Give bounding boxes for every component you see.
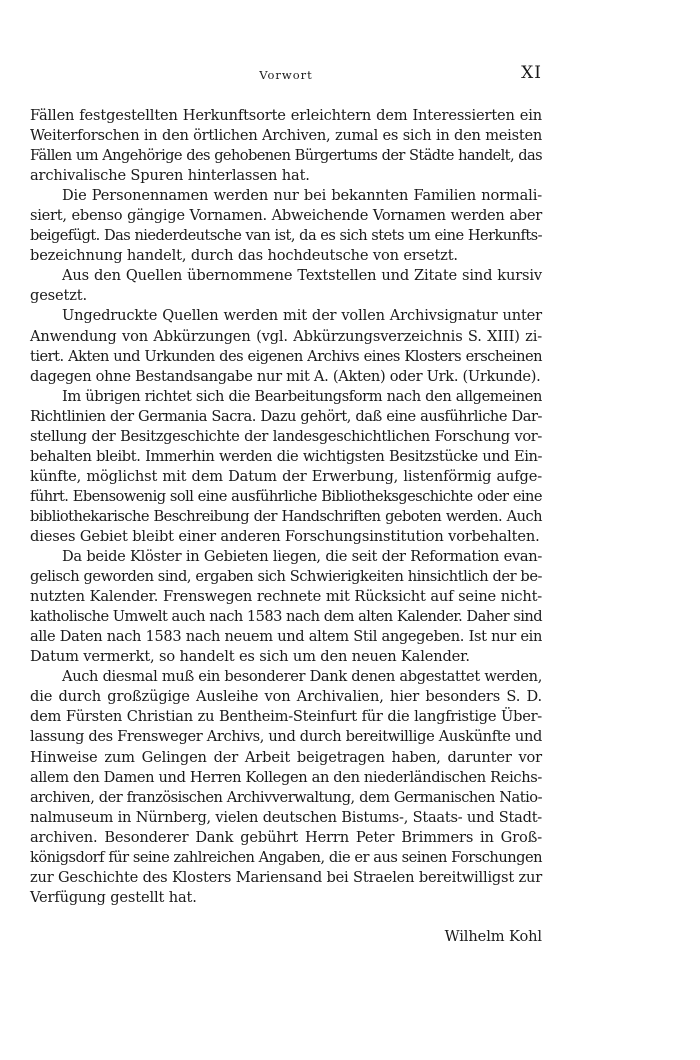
page-header [30, 63, 542, 86]
text-line: dieses Gebiet bleibt einer anderen Forschungsinstitution vorbehalten. [30, 527, 540, 545]
text-line: dem Fürsten Christian zu Bentheim-Steinfurt für die langfristige Über- [30, 708, 542, 726]
text-line: führt. Ebensowenig soll eine ausführliche Bibliotheksgeschichte oder eine [30, 487, 542, 505]
text-line: Im übrigen richtet sich die Bearbeitungsform nach den allgemeinen [62, 387, 542, 405]
text-line: Fällen um Angehörige des gehobenen Bürgertums der Städte handelt, das [30, 147, 542, 165]
text-line: Verfügung gestellt hat. [30, 888, 197, 906]
text-line: Hinweise zum Gelingen der Arbeit beigetragen haben, darunter vor [30, 748, 542, 766]
text-line: künfte, möglichst mit dem Datum der Erwerbung, listenförmig aufge- [30, 467, 542, 485]
page-number: XI [521, 63, 542, 83]
text-line: siert, ebenso gängige Vornamen. Abweichende Vornamen werden aber [30, 207, 542, 225]
text-line: Auch diesmal muß ein besonderer Dank denen abgestattet werden, [62, 668, 542, 686]
text-line: bezeichnung handelt, durch das hochdeutsche von ersetzt. [30, 247, 458, 265]
text-line: bibliothekarische Beschreibung der Handschriften geboten werden. Auch [30, 507, 542, 525]
text-line: Da beide Klöster in Gebieten liegen, die seit der Reformation evan- [62, 548, 542, 566]
text-line: zur Geschichte des Klosters Mariensand bei Straelen bereitwilligst zur [30, 868, 542, 886]
text-line: Ungedruckte Quellen werden mit der vollen Archivsignatur unter [62, 307, 542, 325]
text-line: beigefügt. Das niederdeutsche van ist, da es sich stets um eine Herkunfts- [30, 227, 542, 245]
text-line: nutzten Kalender. Frenswegen rechnete mit Rücksicht auf seine nicht- [30, 588, 542, 606]
text-line: behalten bleibt. Immerhin werden die wichtigsten Besitzstücke und Ein- [30, 447, 542, 465]
text-line: königsdorf für seine zahlreichen Angaben, die er aus seinen Forschungen [30, 848, 542, 866]
text-line: allem den Damen und Herren Kollegen an den niederländischen Reichs- [30, 768, 542, 786]
text-line: gelisch geworden sind, ergaben sich Schwierigkeiten hinsichtlich der be- [30, 568, 542, 586]
text-line: archivalische Spuren hinterlassen hat. [30, 167, 310, 185]
text-line: katholische Umwelt auch nach 1583 nach dem alten Kalender. Daher sind [30, 608, 542, 626]
running-head: Vorwort [259, 68, 313, 82]
text-line: nalmuseum in Nürnberg, vielen deutschen Bistums-, Staats- und Stadt- [30, 808, 542, 826]
text-line: archiven, der französischen Archivverwaltung, dem Germanischen Natio- [30, 788, 542, 806]
text-line: dagegen ohne Bestandsangabe nur mit A. (Akten) oder Urk. (Urkunde). [30, 367, 541, 385]
text-line: die durch großzügige Ausleihe von Archivalien, hier besonders S. D. [30, 688, 542, 706]
text-line: Aus den Quellen übernommene Textstellen und Zitate sind kursiv [62, 267, 542, 285]
text-line: lassung des Frensweger Archivs, und durch bereitwillige Auskünfte und [30, 728, 542, 746]
text-line: Weiterforschen in den örtlichen Archiven, zumal es sich in den meisten [30, 127, 542, 145]
text-line: Datum vermerkt, so handelt es sich um den neuen Kalender. [30, 648, 470, 666]
text-line: gesetzt. [30, 287, 87, 305]
text-line: tiert. Akten und Urkunden des eigenen Archivs eines Klosters erscheinen [30, 347, 542, 365]
author-signature: Wilhelm Kohl [444, 928, 542, 945]
text-line: Die Personennamen werden nur bei bekannten Familien normali- [62, 187, 542, 205]
text-line: Anwendung von Abkürzungen (vgl. Abkürzungsverzeichnis S. XIII) zi- [30, 327, 542, 345]
text-line: Fällen festgestellten Herkunftsorte erleichtern dem Interessierten ein [30, 107, 542, 124]
text-line: Richtlinien der Germania Sacra. Dazu gehört, daß eine ausführliche Dar- [30, 407, 542, 425]
text-line: stellung der Besitzgeschichte der landesgeschichtlichen Forschung vor- [30, 427, 542, 445]
text-line: archiven. Besonderer Dank gebührt Herrn Peter Brimmers in Groß- [30, 828, 542, 846]
body-text [30, 106, 542, 908]
text-line: alle Daten nach 1583 nach neuem und altem Stil angegeben. Ist nur ein [30, 628, 542, 646]
